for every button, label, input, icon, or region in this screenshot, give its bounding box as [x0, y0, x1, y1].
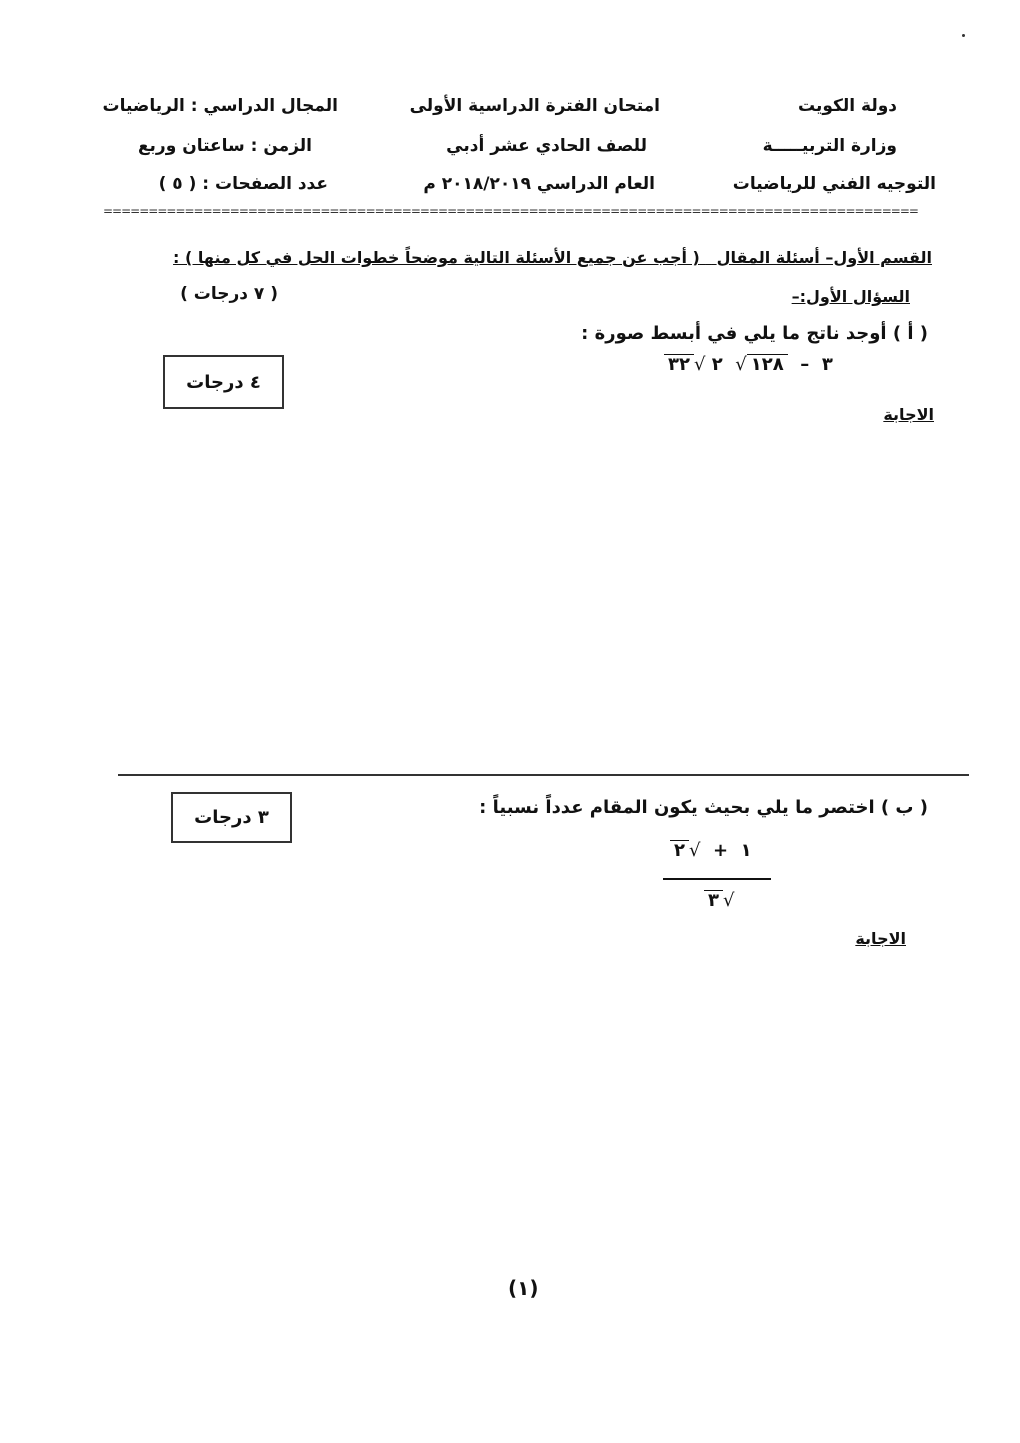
- question-1-label: السؤال الأول:–: [791, 287, 910, 306]
- radicand-128: ١٢٨: [747, 354, 788, 375]
- part-a-expression: [664, 354, 833, 375]
- part-a-marks-box: [163, 355, 284, 409]
- coefficient-3: ٣: [821, 354, 833, 375]
- fraction-denominator: [704, 890, 734, 911]
- part-a-marks: ٤ درجات: [186, 371, 261, 393]
- radicand-32: ٣٢: [664, 354, 694, 375]
- minus-sign: –: [800, 354, 810, 375]
- plus-sign: +: [713, 840, 729, 861]
- header-exam-title: امتحان الفترة الدراسية الأولى: [409, 96, 660, 116]
- part-a-answer-label: الاجابة: [883, 405, 934, 424]
- page-number: (١): [508, 1276, 539, 1300]
- section-divider: [118, 774, 969, 776]
- header-state: دولة الكويت: [797, 96, 897, 116]
- header-ministry: وزارة التربيـــــة: [762, 136, 897, 156]
- header-page-count: عدد الصفحات : ( ٥ ): [158, 174, 328, 194]
- section-title: القسم الأول– أسئلة المقال: [716, 248, 932, 267]
- section-heading: [173, 248, 932, 267]
- part-a-question: ( أ ) أوجد ناتج ما يلي في أبسط صورة :: [581, 323, 928, 344]
- part-b-marks-box: [171, 792, 292, 843]
- header-subject: المجال الدراسي : الرياضيات: [102, 96, 338, 116]
- fraction-bar: [663, 878, 771, 880]
- header-separator: ==========================================================================================: [103, 204, 918, 218]
- sqrt-icon: √: [693, 354, 706, 375]
- section-instruction: ( أجب عن جميع الأسئلة التالية موضحاً خطوات الحل في كل منها ) :: [173, 248, 700, 267]
- scan-speck: [962, 34, 965, 37]
- header-school-year: العام الدراسي ٢٠١٨/٢٠١٩ م: [423, 174, 655, 194]
- part-b-question: ( ب ) اختصر ما يلي بحيث يكون المقام عدداً نسبياً :: [479, 797, 928, 818]
- radicand-3: ٣: [704, 890, 723, 911]
- part-b-answer-label: الاجابة: [855, 929, 906, 948]
- coefficient-2: ٢: [711, 354, 723, 375]
- header-grade: للصف الحادي عشر أدبي: [446, 136, 647, 156]
- sqrt-icon: √: [689, 840, 701, 861]
- header-duration: الزمن : ساعتان وربع: [137, 136, 312, 156]
- sqrt-icon: √: [735, 354, 747, 375]
- radicand-2: ٢: [670, 840, 689, 861]
- part-b-marks: ٣ درجات: [194, 807, 269, 828]
- question-1-marks: ( ٧ درجات ): [180, 284, 278, 304]
- fraction-numerator: [670, 840, 752, 861]
- header-department: التوجيه الفني للرياضيات: [732, 174, 936, 194]
- sqrt-icon: √: [723, 890, 735, 911]
- numerator-one: ١: [740, 840, 752, 861]
